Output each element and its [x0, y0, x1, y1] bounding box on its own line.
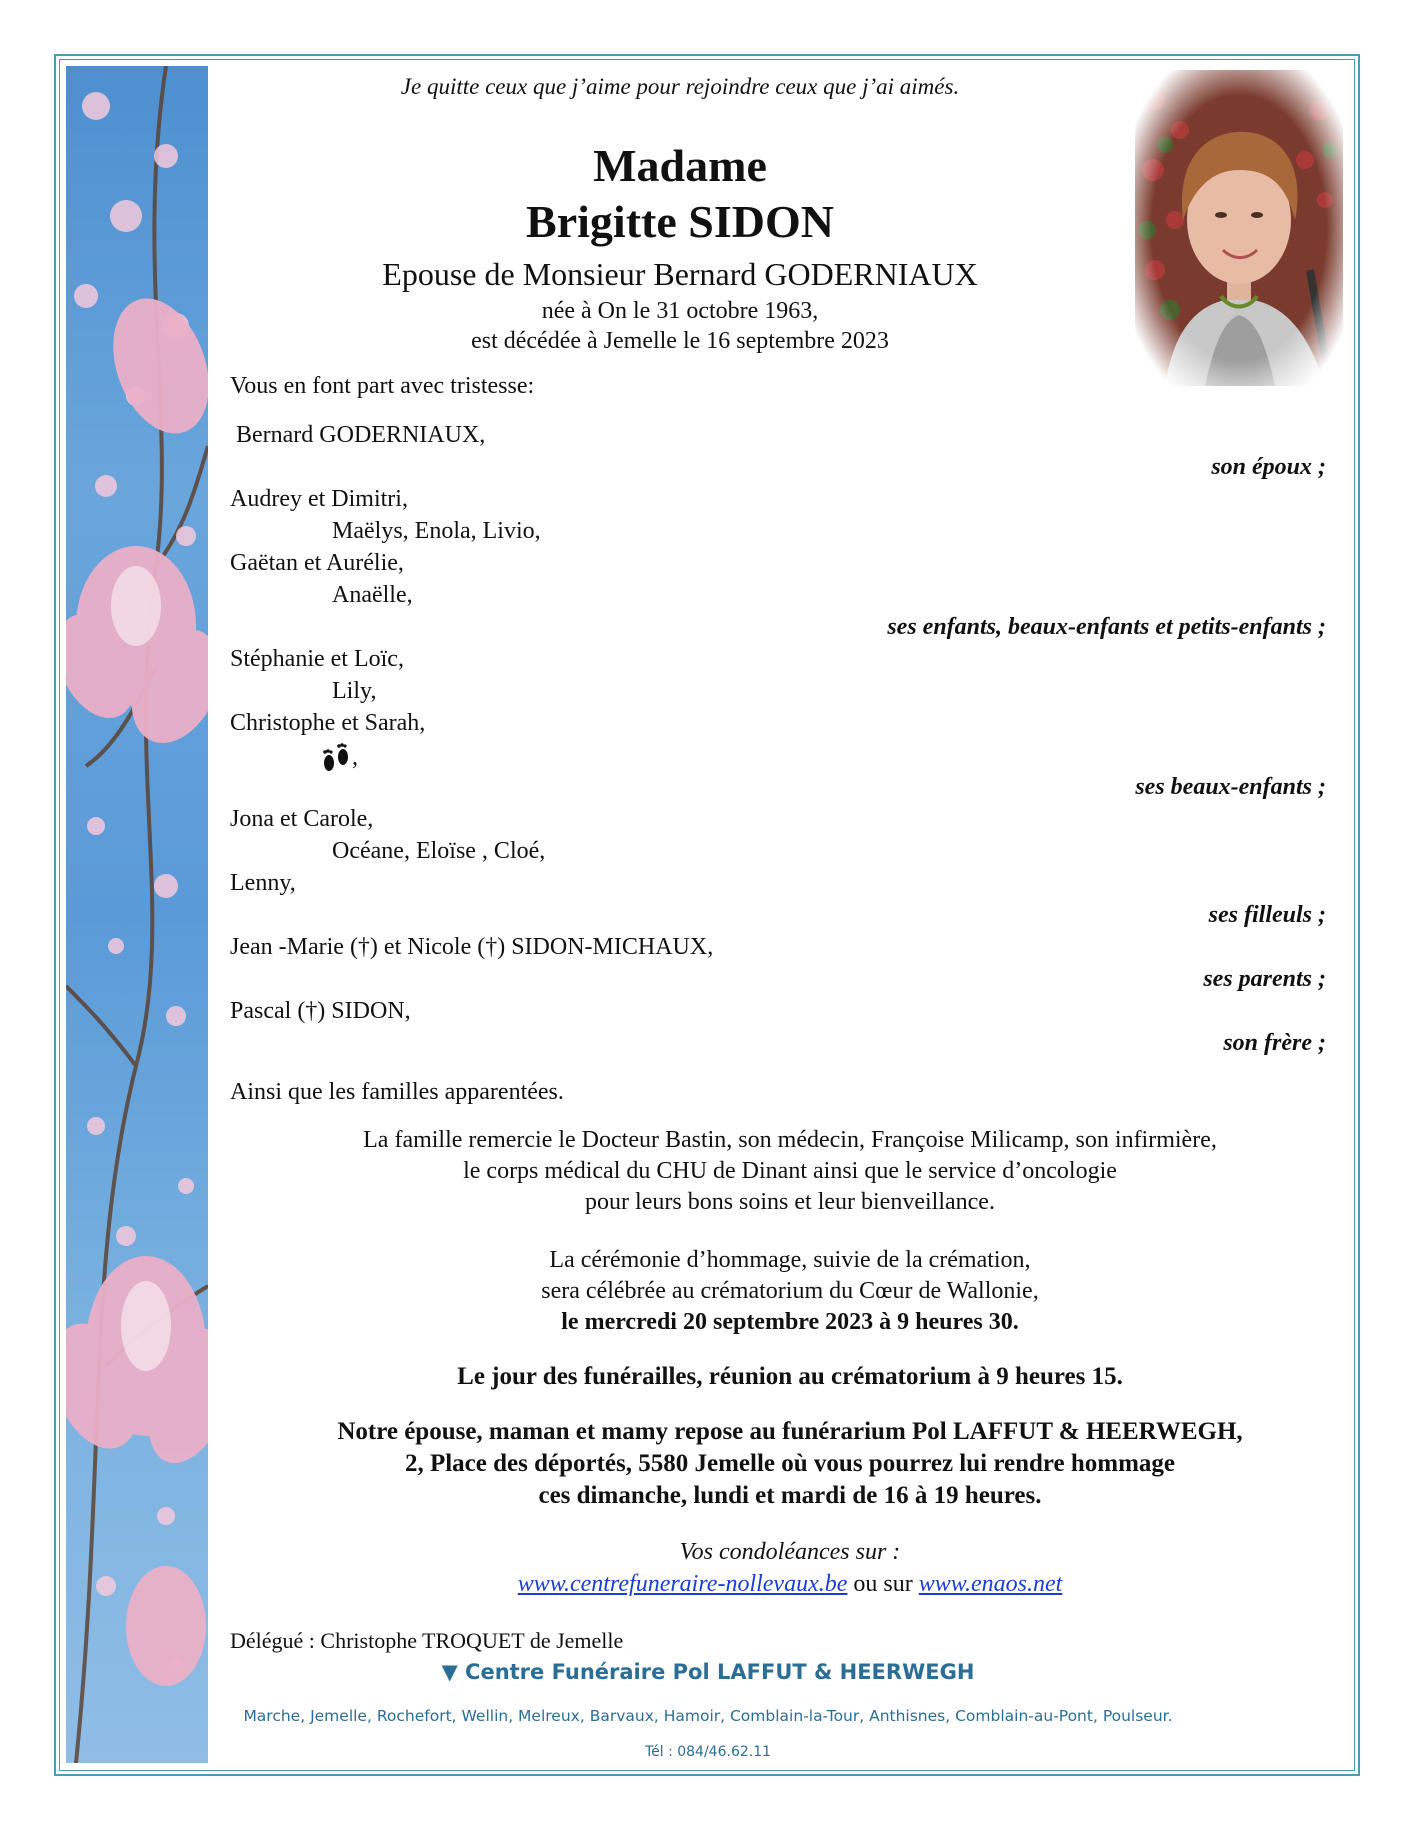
thanks-line: La famille remercie le Docteur Bastin, son médecin, Françoise Milicamp, son infirmière, — [363, 1127, 1217, 1153]
funerarium-line: 2, Place des déportés, 5580 Jemelle où vous pourrez lui rendre hommage — [404, 1450, 1176, 1477]
relation-label: ses filleuls ; — [1208, 902, 1326, 928]
family-line: Stéphanie et Loïc, — [230, 646, 404, 672]
condolences-link-nollevaux[interactable]: www.centrefuneraire-nollevaux.be — [517, 1571, 848, 1597]
funeral-home-name: ▼ Centre Funéraire Pol LAFFUT & HEERWEGH — [441, 1660, 975, 1684]
relation-label: ses enfants, beaux-enfants et petits-enfants ; — [887, 614, 1326, 640]
link-separator: ou sur — [847, 1571, 919, 1597]
footprints-icon — [320, 742, 352, 776]
condolences-links — [230, 1571, 1350, 1598]
family-line: Océane, Eloïse , Cloé, — [332, 838, 546, 864]
family-line: Jona et Carole, — [230, 806, 374, 832]
condolences-label: Vos condoléances sur : — [679, 1539, 901, 1565]
family-line: Lenny, — [230, 870, 296, 896]
family-line: Lily, — [332, 678, 377, 704]
family-line: Jean -Marie (†) et Nicole (†) SIDON-MICHAUX, — [230, 934, 714, 960]
funeral-home-phone: Tél : 084/46.62.11 — [644, 1744, 772, 1760]
relation-label: son époux ; — [1211, 454, 1326, 480]
family-line: Pascal (†) SIDON, — [230, 998, 411, 1024]
ceremony-line: La cérémonie d’hommage, suivie de la crémation, — [549, 1247, 1031, 1273]
family-line: Maëlys, Enola, Livio, — [332, 518, 541, 544]
footprints-suffix: , — [352, 744, 358, 771]
family-line: Christophe et Sarah, — [230, 710, 426, 736]
family-line: Bernard GODERNIAUX, — [236, 422, 486, 448]
deceased-portrait-photo — [1135, 70, 1343, 386]
magnolia-flower-strip — [66, 66, 208, 1763]
ceremony-date: le mercredi 20 septembre 2023 à 9 heures 30. — [561, 1309, 1019, 1335]
ceremony-line: sera célébrée au crématorium du Cœur de Wallonie, — [541, 1278, 1039, 1304]
death-line: est décédée à Jemelle le 16 septembre 2023 — [471, 328, 889, 354]
family-line: Audrey et Dimitri, — [230, 486, 408, 512]
honorific-title: Madame — [593, 140, 767, 191]
thanks-line: le corps médical du CHU de Dinant ainsi que le service d’oncologie — [463, 1158, 1117, 1184]
family-line: Gaëtan et Aurélie, — [230, 550, 404, 576]
meeting-notice: Le jour des funérailles, réunion au crématorium à 9 heures 15. — [457, 1363, 1123, 1390]
funerarium-line: Notre épouse, maman et mamy repose au funérarium Pol LAFFUT & HEERWEGH, — [337, 1418, 1243, 1445]
family-line: Anaëlle, — [332, 582, 413, 608]
family-line — [320, 742, 358, 776]
delegate-text: Délégué : Christophe TROQUET de Jemelle — [230, 1628, 624, 1653]
thanks-line: pour leurs bons soins et leur bienveillance. — [585, 1189, 995, 1215]
condolences-link-enaos[interactable]: www.enaos.net — [918, 1571, 1063, 1597]
birth-line: née à On le 31 octobre 1963, — [541, 298, 819, 324]
relation-label: ses beaux-enfants ; — [1135, 774, 1326, 800]
relation-label: son frère ; — [1223, 1030, 1326, 1056]
closing-family-text: Ainsi que les familles apparentées. — [230, 1079, 564, 1105]
relation-label: ses parents ; — [1203, 966, 1326, 992]
funerarium-line: ces dimanche, lundi et mardi de 16 à 19 heures. — [538, 1482, 1042, 1509]
spouse-line: Epouse de Monsieur Bernard GODERNIAUX — [382, 256, 978, 292]
opening-quote: Je quitte ceux que j’aime pour rejoindre ceux que j’ai aimés. — [400, 74, 960, 99]
deceased-name: Brigitte SIDON — [526, 196, 834, 247]
funeral-home-towns: Marche, Jemelle, Rochefort, Wellin, Melreux, Barvaux, Hamoir, Comblain-la-Tour, Anthisnes, Comblain-au-Pont, Poulseur. — [243, 1707, 1173, 1725]
intro-text: Vous en font part avec tristesse: — [230, 373, 535, 399]
